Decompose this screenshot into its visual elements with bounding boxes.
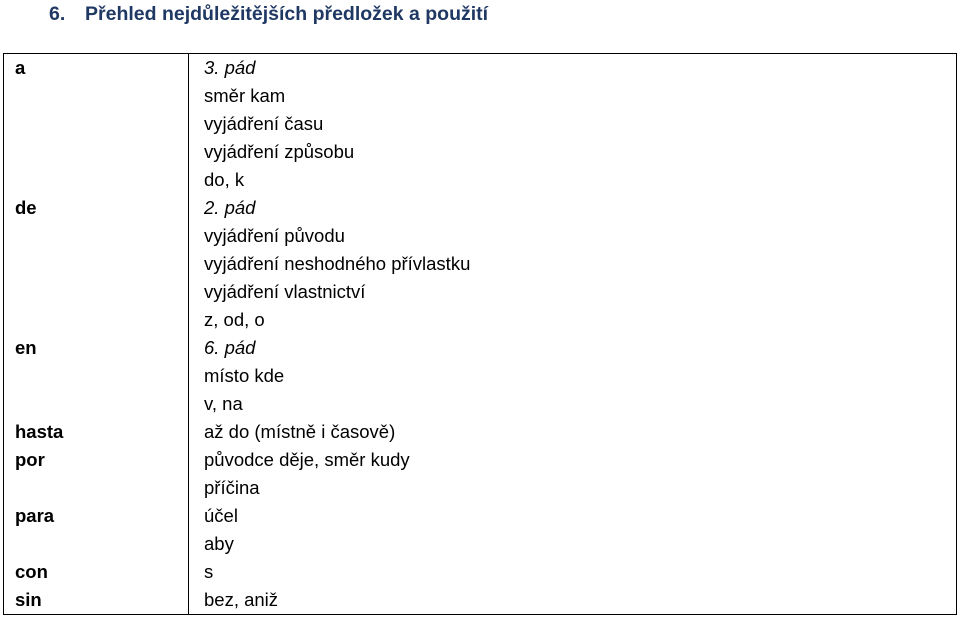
usage-cell — [204, 418, 956, 446]
usage-line: vyjádření původu — [204, 225, 345, 246]
usage-line: z, od, o — [204, 309, 265, 330]
section-title: Přehled nejdůležitějších předložek a použití — [85, 3, 489, 25]
grammatical-case: 2. pád — [204, 197, 256, 218]
usage-line: účel — [204, 505, 238, 526]
grammatical-case: 6. pád — [204, 337, 256, 358]
grammatical-case: 3. pád — [204, 57, 256, 78]
usage-line: do, k — [204, 169, 245, 190]
usage-cell — [204, 54, 956, 194]
preposition-cell: en — [15, 337, 37, 358]
preposition-cell: por — [15, 449, 45, 470]
usage-column — [188, 54, 956, 614]
preposition-cell: de — [15, 197, 37, 218]
usage-cell — [204, 558, 956, 586]
usage-line: směr kam — [204, 85, 286, 106]
preposition-column — [4, 54, 188, 614]
usage-cell — [204, 194, 956, 334]
preposition-cell: a — [15, 57, 26, 78]
usage-line: až do (místně i časově) — [204, 421, 396, 442]
prepositions-table — [3, 53, 957, 615]
usage-line: v, na — [204, 393, 243, 414]
usage-line: původce děje, směr kudy — [204, 449, 410, 470]
usage-line: s — [204, 561, 214, 582]
section-number: 6. — [49, 3, 66, 25]
section-heading — [49, 2, 488, 26]
usage-cell — [204, 446, 956, 502]
preposition-cell: hasta — [15, 421, 64, 442]
usage-line: vyjádření času — [204, 113, 324, 134]
usage-line: bez, aniž — [204, 589, 279, 610]
usage-line: příčina — [204, 477, 260, 498]
usage-line: místo kde — [204, 365, 285, 386]
usage-line: aby — [204, 533, 234, 554]
usage-cell — [204, 334, 956, 418]
usage-line: vyjádření způsobu — [204, 141, 355, 162]
usage-cell — [204, 586, 956, 614]
preposition-cell: sin — [15, 589, 42, 610]
table-body — [4, 54, 956, 614]
usage-cell — [204, 502, 956, 558]
usage-line: vyjádření vlastnictví — [204, 281, 366, 302]
usage-line: vyjádření neshodného přívlastku — [204, 253, 471, 274]
preposition-cell: para — [15, 505, 55, 526]
preposition-cell: con — [15, 561, 48, 582]
